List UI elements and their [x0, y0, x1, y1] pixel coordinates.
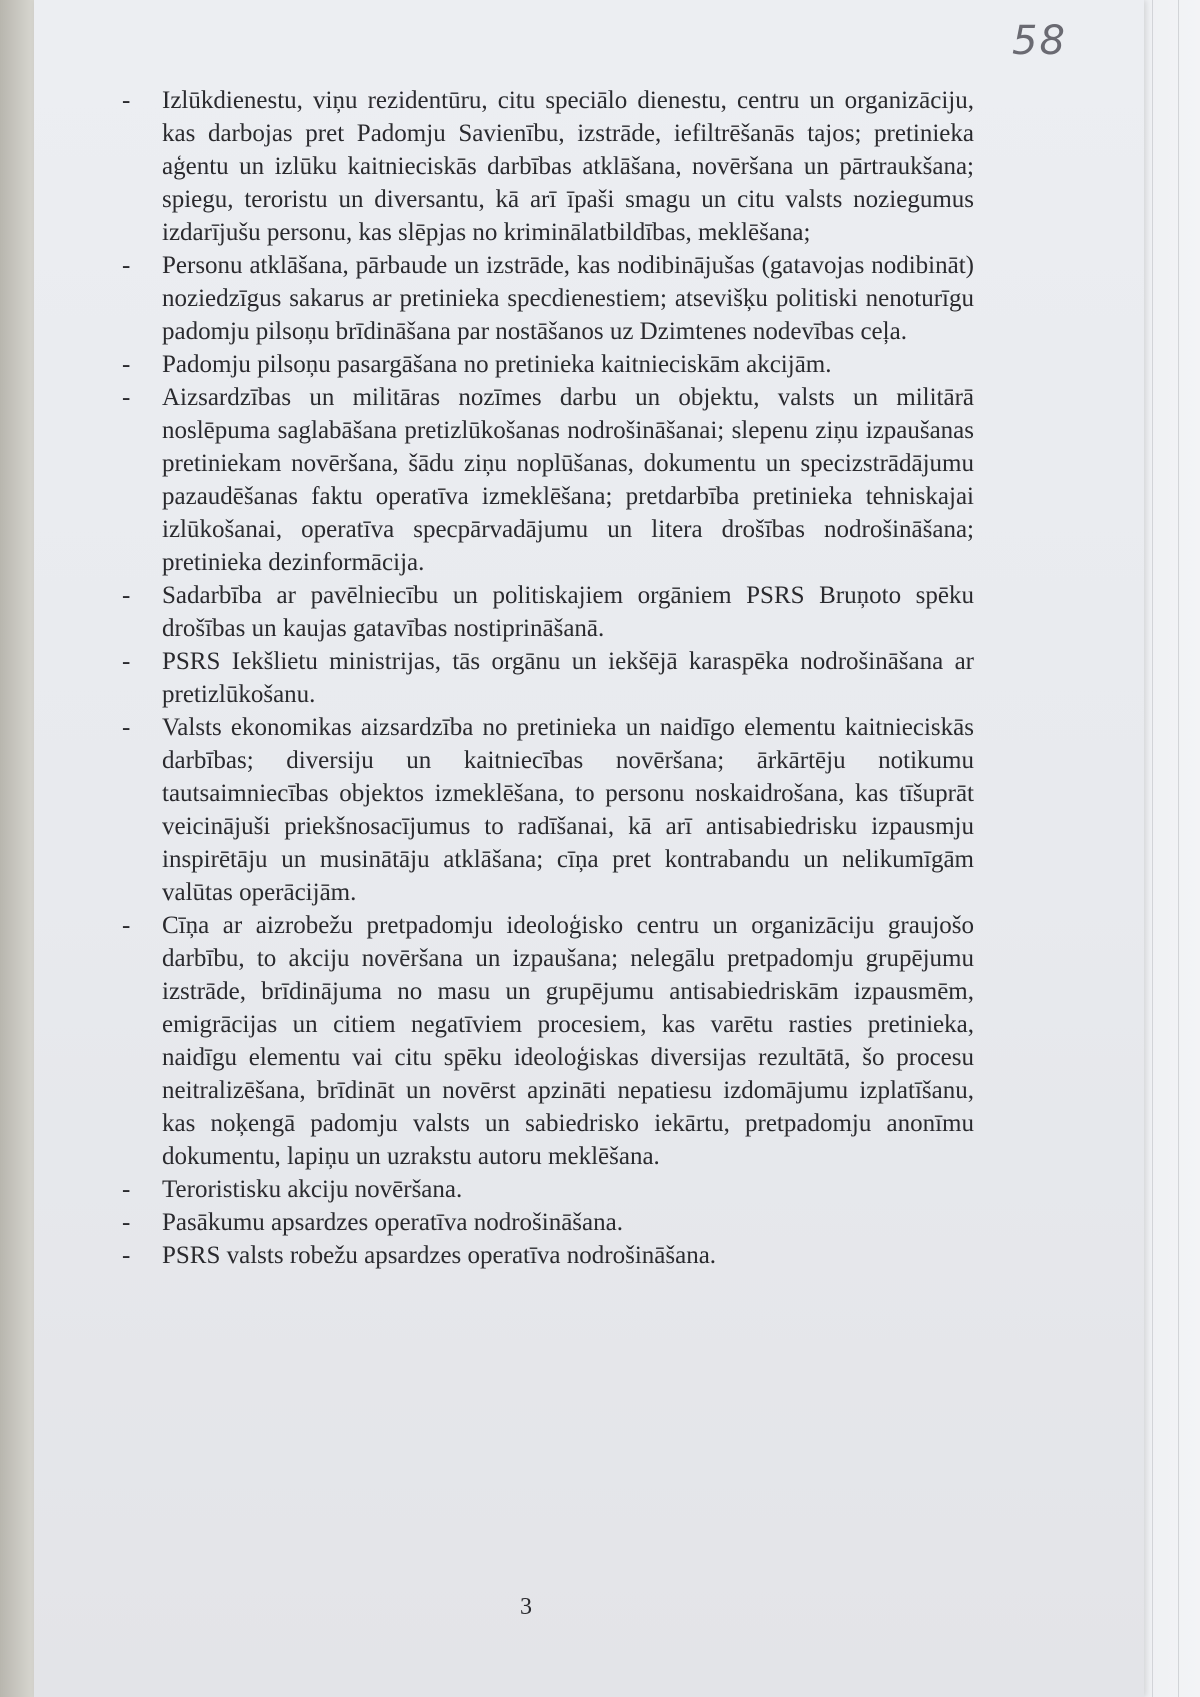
- bullet-dash: -: [122, 87, 131, 114]
- handwritten-page-number: 58: [1012, 18, 1067, 64]
- bullet-dash: -: [122, 582, 131, 609]
- page-edge-line: [1178, 0, 1179, 1697]
- list-item: [114, 249, 974, 348]
- page-edge-line: [1152, 0, 1153, 1697]
- page-number: 3: [520, 1594, 532, 1620]
- list-item-text: Sadarbība ar pavēlniecību un politiskajiem orgāniem PSRS Bruņoto spēku drošības un kaujas gatavības nostiprināšanā.: [162, 582, 974, 642]
- list-item-text: Personu atklāšana, pārbaude un izstrāde, kas nodibinājušas (gatavojas nodibināt) noziedzīgus sakarus ar pretinieka specdienestiem; atsevišķu politiski nenoturīgu padomju pilsoņu brīdināšana par nostāšanos uz Dzimtenes nodevības ceļa.: [162, 252, 974, 345]
- bullet-dash: -: [122, 648, 131, 675]
- bullet-dash: -: [122, 384, 131, 411]
- bullet-dash: -: [122, 714, 131, 741]
- list-item: [114, 909, 974, 1173]
- list-item: [114, 579, 974, 645]
- list-item-text: Izlūkdienestu, viņu rezidentūru, citu speciālo dienestu, centru un organizāciju, kas darbojas pret Padomju Savienību, izstrāde, iefiltrēšanās tajos; pretinieka aģentu un izlūku kaitnieciskās darbības atklāšana, novēršana un pārtraukšana; spiegu, teroristu un diversantu, kā arī īpaši smagu un citu valsts noziegumus izdarījušu personu, kas slēpjas no kriminālatbildības, meklēšana;: [162, 87, 974, 246]
- list-item: [114, 84, 974, 249]
- bullet-dash: -: [122, 252, 131, 279]
- bullet-dash: -: [122, 912, 131, 939]
- list-item: [114, 381, 974, 579]
- list-item-text: Padomju pilsoņu pasargāšana no pretinieka kaitnieciskām akcijām.: [162, 351, 832, 378]
- list-item: [114, 1173, 974, 1206]
- list-item-text: Pasākumu apsardzes operatīva nodrošināšana.: [162, 1209, 623, 1236]
- list-item: [114, 348, 974, 381]
- bullet-dash: -: [122, 351, 131, 378]
- bullet-dash: -: [122, 1242, 131, 1269]
- bullet-dash: -: [122, 1176, 131, 1203]
- bullet-dash: -: [122, 1209, 131, 1236]
- list-item: [114, 645, 974, 711]
- list-item-text: Valsts ekonomikas aizsardzība no pretinieka un naidīgo elementu kaitnieciskās darbības; diversiju un kaitniecības novēršana; ārkārtēju notikumu tautsaimniecības objektos izmeklēšana, to personu noskaidrošana, kas tīšuprāt veicinājuši priekšnosacījumus to radīšanai, kā arī antisabiedrisku izpausmju inspirētāju un musinātāju atklāšana; cīņa pret kontrabandu un nelikumīgām valūtas operācijām.: [162, 714, 974, 906]
- list-item-text: Cīņa ar aizrobežu pretpadomju ideoloģisko centru un organizāciju graujošo darbību, to akciju novēršana un izpaušana; nelegālu pretpadomju grupējumu izstrāde, brīdinājuma no masu un grupējumu antisabiedriskām izpausmēm, emigrācijas un citiem negatīviem procesiem, kas varētu rasties pretinieka, naidīgu elementu vai citu spēku ideoloģiskas diversijas rezultātā, šo procesu neitralizēšana, brīdināt un novērst apzināti nepatiesu izdomājumu izplatīšanu, kas noķengā padomju valsts un sabiedrisko iekārtu, pretpadomju anonīmu dokumentu, lapiņu un uzrakstu autoru meklēšana.: [162, 912, 974, 1170]
- list-item-text: PSRS Iekšlietu ministrijas, tās orgānu un iekšējā karaspēka nodrošināšana ar pretizlūkošanu.: [162, 648, 974, 708]
- list-item-text: PSRS valsts robežu apsardzes operatīva nodrošināšana.: [162, 1242, 717, 1269]
- list-item: [114, 711, 974, 909]
- bullet-list: [114, 84, 974, 1272]
- list-item-text: Teroristisku akciju novēršana.: [162, 1176, 463, 1203]
- list-item-text: Aizsardzības un militāras nozīmes darbu un objektu, valsts un militārā noslēpuma saglabāšana pretizlūkošanas nodrošināšanai; slepenu ziņu izpaušanas pretiniekam novēršana, šādu ziņu noplūšanas, dokumentu un specizstrādājumu pazaudēšanas faktu operatīva izmeklēšana; pretdarbība pretinieka tehniskajai izlūkošanai, operatīva specpārvadājumu un litera drošības nodrošināšana; pretinieka dezinformācija.: [162, 384, 974, 576]
- document-page: [34, 0, 1144, 1697]
- list-item: [114, 1206, 974, 1239]
- list-item: [114, 1239, 974, 1272]
